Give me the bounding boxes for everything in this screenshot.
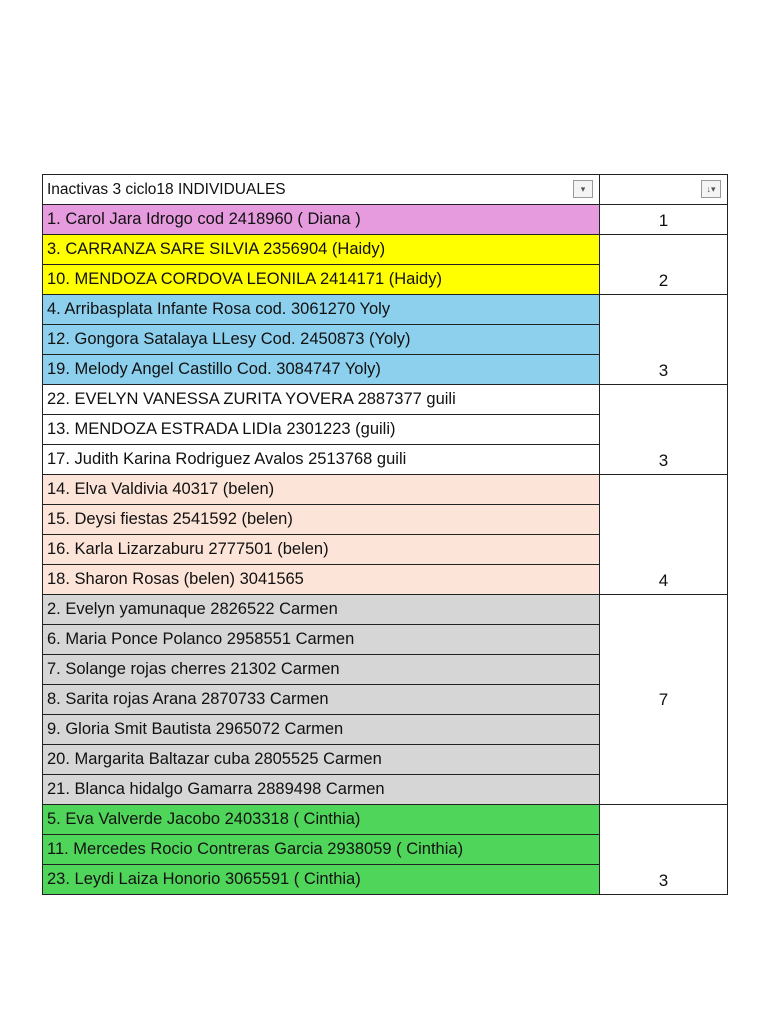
table-row[interactable]: 20. Margarita Baltazar cuba 2805525 Carmen	[43, 745, 600, 775]
group-count-cell[interactable]: 2	[600, 235, 728, 295]
table-row[interactable]: 15. Deysi fiestas 2541592 (belen)	[43, 505, 600, 535]
column-header-names[interactable]	[43, 175, 600, 205]
group-count-cell[interactable]: 4	[600, 475, 728, 595]
table-row[interactable]: 16. Karla Lizarzaburu 2777501 (belen)	[43, 535, 600, 565]
table-row[interactable]: 7. Solange rojas cherres 21302 Carmen	[43, 655, 600, 685]
table-row[interactable]: 3. CARRANZA SARE SILVIA 2356904 (Haidy)	[43, 235, 600, 265]
filter-dropdown-icon[interactable]: ▾	[573, 180, 593, 198]
table-row[interactable]: 18. Sharon Rosas (belen) 3041565	[43, 565, 600, 595]
group-count-cell[interactable]: 3	[600, 805, 728, 895]
table-row[interactable]: 8. Sarita rojas Arana 2870733 Carmen	[43, 685, 600, 715]
table-row[interactable]: 12. Gongora Satalaya LLesy Cod. 2450873 (Yoly)	[43, 325, 600, 355]
group-count-cell[interactable]: 1	[600, 205, 728, 235]
table-row[interactable]: 17. Judith Karina Rodriguez Avalos 2513768 guili	[43, 445, 600, 475]
table-row[interactable]: 5. Eva Valverde Jacobo 2403318 ( Cinthia)	[43, 805, 600, 835]
table-row[interactable]: 10. MENDOZA CORDOVA LEONILA 2414171 (Haidy)	[43, 265, 600, 295]
table-row[interactable]: 6. Maria Ponce Polanco 2958551 Carmen	[43, 625, 600, 655]
table-row[interactable]: 22. EVELYN VANESSA ZURITA YOVERA 2887377 guili	[43, 385, 600, 415]
table-row[interactable]: 9. Gloria Smit Bautista 2965072 Carmen	[43, 715, 600, 745]
sort-filter-dropdown-icon[interactable]: ↓▾	[701, 180, 721, 198]
table-row[interactable]: 14. Elva Valdivia 40317 (belen)	[43, 475, 600, 505]
group-count-cell[interactable]: 7	[600, 595, 728, 805]
header-title: Inactivas 3 ciclo18 INDIVIDUALES	[47, 180, 286, 198]
table-row[interactable]: 21. Blanca hidalgo Gamarra 2889498 Carmen	[43, 775, 600, 805]
spreadsheet-table	[42, 174, 728, 895]
group-count-cell[interactable]: 3	[600, 385, 728, 475]
table-row[interactable]: 19. Melody Angel Castillo Cod. 3084747 Yoly)	[43, 355, 600, 385]
column-header-count[interactable]	[600, 175, 728, 205]
table-row[interactable]: 2. Evelyn yamunaque 2826522 Carmen	[43, 595, 600, 625]
table-row[interactable]: 13. MENDOZA ESTRADA LIDIa 2301223 (guili)	[43, 415, 600, 445]
table-row[interactable]: 4. Arribasplata Infante Rosa cod. 3061270 Yoly	[43, 295, 600, 325]
table-row[interactable]: 1. Carol Jara Idrogo cod 2418960 ( Diana )	[43, 205, 600, 235]
group-count-cell[interactable]: 3	[600, 295, 728, 385]
table-row[interactable]: 11. Mercedes Rocio Contreras Garcia 2938059 ( Cinthia)	[43, 835, 600, 865]
table-row[interactable]: 23. Leydi Laiza Honorio 3065591 ( Cinthia)	[43, 865, 600, 895]
